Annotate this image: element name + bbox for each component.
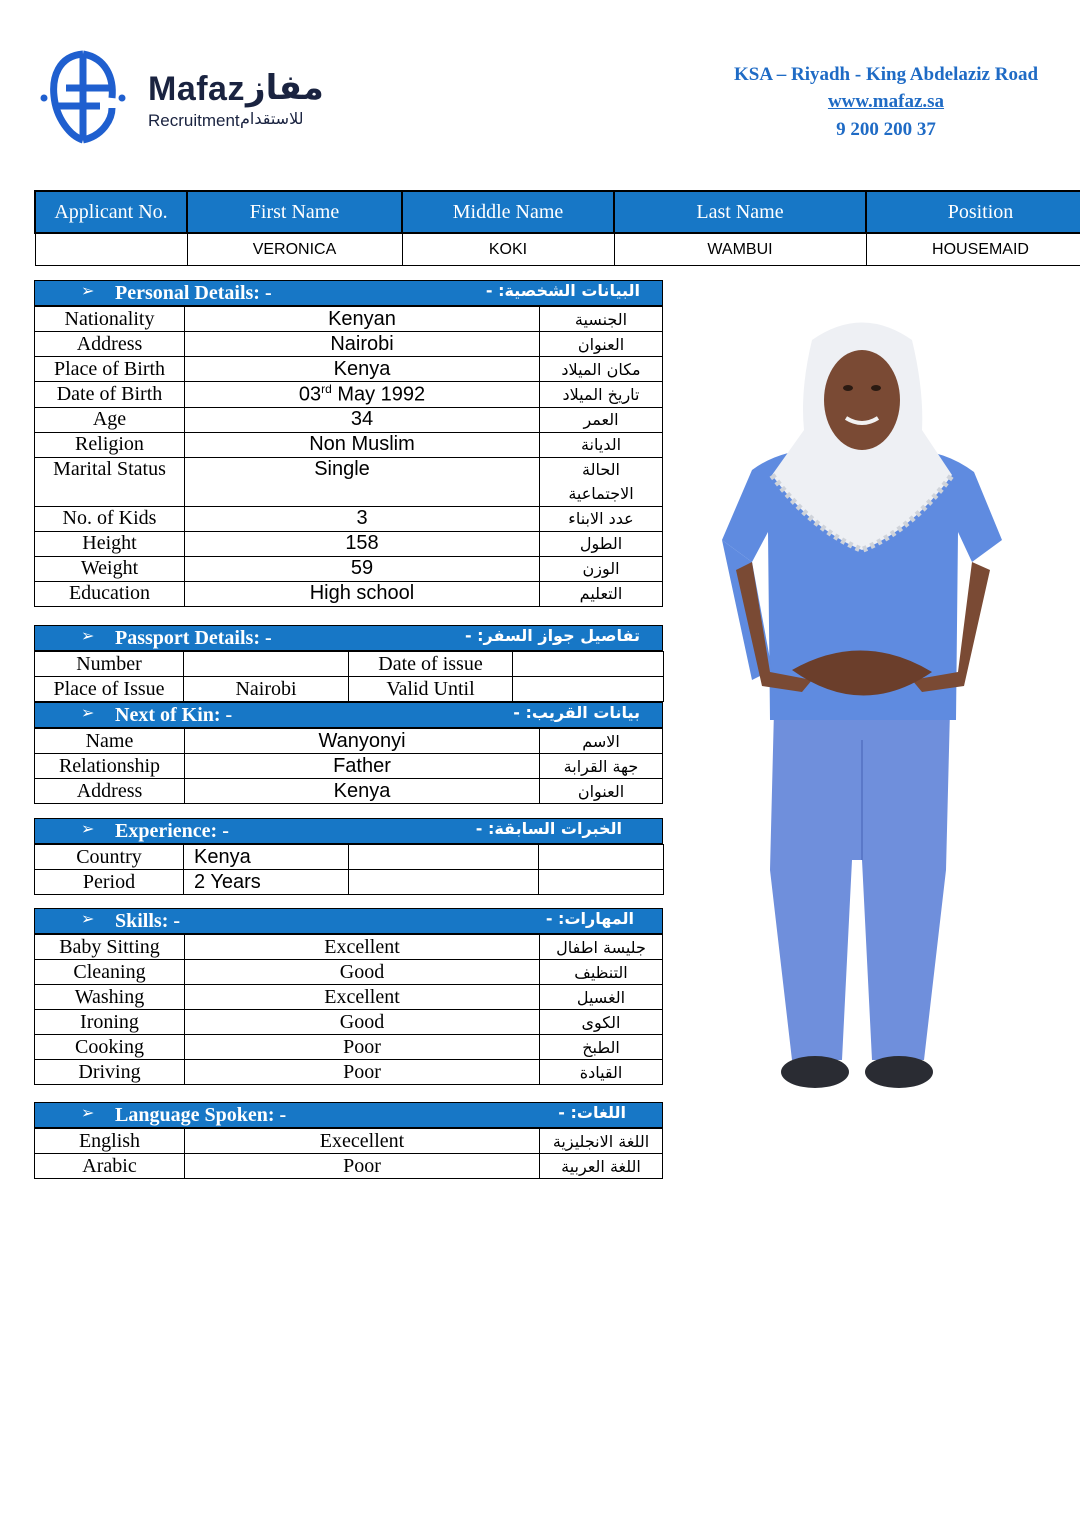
section-title: Skills: -: [115, 910, 181, 932]
skill-label-ar: جليسة اطفال: [540, 935, 663, 960]
religion-label: Religion: [35, 432, 185, 457]
place-of-issue-value: Nairobi: [184, 677, 349, 702]
skills-section: [34, 908, 663, 1085]
kin-relationship-label-ar: جهة القرابة: [540, 754, 663, 779]
passport-number-value: [184, 652, 349, 677]
age-value: 34: [185, 407, 540, 432]
skill-rating: Good: [185, 1010, 540, 1035]
nationality-value: Kenyan: [185, 307, 540, 332]
language-label-ar: اللغة الانجليزية: [540, 1129, 663, 1154]
arrow-icon: ➢: [81, 281, 95, 300]
first-name-value: VERONICA: [187, 233, 402, 266]
skill-label-ar: الكوى: [540, 1010, 663, 1035]
address-label: Address: [35, 332, 185, 357]
arrow-icon: ➢: [81, 1103, 95, 1122]
passport-details-header: [34, 625, 663, 651]
kin-address-label: Address: [35, 779, 185, 804]
languages-header: [34, 1102, 663, 1128]
age-label-ar: العمر: [540, 407, 663, 432]
experience-empty-cell: [539, 845, 664, 870]
passport-details-table: [34, 651, 664, 702]
experience-section: [34, 818, 663, 895]
education-label: Education: [35, 581, 185, 606]
language-label-ar: اللغة العربية: [540, 1154, 663, 1179]
arrow-icon: ➢: [81, 626, 95, 645]
language-level: Poor: [185, 1154, 540, 1179]
skill-label: Cleaning: [35, 960, 185, 985]
section-title: Personal Details: -: [115, 282, 272, 304]
experience-country-value: Kenya: [184, 845, 349, 870]
arrow-icon: ➢: [81, 703, 95, 722]
place-of-birth-value: Kenya: [185, 357, 540, 382]
section-title: Next of Kin: -: [115, 704, 233, 726]
kin-name-label-ar: الاسم: [540, 729, 663, 754]
applicant-table: [34, 190, 1080, 266]
experience-period-label: Period: [35, 870, 184, 895]
experience-empty-cell: [539, 870, 664, 895]
experience-table: [34, 844, 664, 895]
languages-table: [34, 1128, 663, 1179]
skill-rating: Good: [185, 960, 540, 985]
company-website-link[interactable]: www.mafaz.sa: [827, 91, 945, 112]
kin-relationship-value: Father: [185, 754, 540, 779]
skill-rating: Poor: [185, 1060, 540, 1085]
address-value: Nairobi: [185, 332, 540, 357]
language-label: English: [35, 1129, 185, 1154]
skill-label: Washing: [35, 985, 185, 1010]
skills-table: [34, 934, 663, 1085]
skill-label: Baby Sitting: [35, 935, 185, 960]
arrow-icon: ➢: [81, 909, 95, 928]
section-title-ar: بيانات القريب: -: [513, 703, 640, 722]
last-name-value: WAMBUI: [614, 233, 866, 266]
section-title: Language Spoken: -: [115, 1104, 287, 1126]
height-label: Height: [35, 531, 185, 556]
weight-label: Weight: [35, 556, 185, 581]
language-level: Execellent: [185, 1129, 540, 1154]
next-of-kin-header: [34, 702, 663, 728]
skill-label-ar: الطبخ: [540, 1035, 663, 1060]
marital-status-label: Marital Status: [35, 457, 185, 506]
place-of-issue-label: Place of Issue: [35, 677, 184, 702]
issue-date-value: [513, 652, 664, 677]
arrow-icon: ➢: [81, 819, 95, 838]
kids-value: 3: [185, 506, 540, 531]
skill-rating: Poor: [185, 1035, 540, 1060]
religion-value: Non Muslim: [185, 432, 540, 457]
kin-address-value: Kenya: [185, 779, 540, 804]
date-of-birth-value: 03rd May 1992: [185, 382, 540, 408]
section-title-ar: الخبرات السابقة: -: [475, 819, 622, 838]
skill-rating: Excellent: [185, 935, 540, 960]
middle-name-value: KOKI: [402, 233, 614, 266]
skills-header: [34, 908, 663, 934]
applicant-photo: [712, 300, 1012, 1100]
position-header: Position: [866, 191, 1080, 233]
kin-name-label: Name: [35, 729, 185, 754]
passport-details-section: [34, 625, 663, 804]
brand-subtitle-en: Recruitment: [148, 111, 240, 130]
experience-empty-cell: [349, 870, 539, 895]
valid-until-value: [513, 677, 664, 702]
experience-period-value: 2 Years: [184, 870, 349, 895]
middle-name-header: Middle Name: [402, 191, 614, 233]
section-title: Passport Details: -: [115, 627, 272, 649]
weight-value: 59: [185, 556, 540, 581]
valid-until-label: Valid Until: [349, 677, 513, 702]
personal-details-section: [34, 280, 663, 607]
height-label-ar: الطول: [540, 531, 663, 556]
passport-number-label: Number: [35, 652, 184, 677]
weight-label-ar: الوزن: [540, 556, 663, 581]
height-value: 158: [185, 531, 540, 556]
position-value: HOUSEMAID: [866, 233, 1080, 266]
issue-date-label: Date of issue: [349, 652, 513, 677]
experience-empty-cell: [349, 845, 539, 870]
skill-label-ar: التنظيف: [540, 960, 663, 985]
languages-section: [34, 1102, 663, 1179]
address-label-ar: العنوان: [540, 332, 663, 357]
next-of-kin-table: [34, 728, 663, 804]
brand-subtitle-ar: للاستقدام: [240, 109, 304, 128]
skill-label: Driving: [35, 1060, 185, 1085]
education-value: High school: [185, 581, 540, 606]
applicant-no-header: Applicant No.: [35, 191, 187, 233]
marital-status-label-ar: الحالة الاجتماعية: [540, 457, 663, 506]
nationality-label: Nationality: [35, 307, 185, 332]
brand-name-ar: مفاز: [246, 68, 324, 108]
section-title-ar: تفاصيل جواز السفر: -: [464, 626, 640, 645]
date-of-birth-label-ar: تاريخ الميلاد: [540, 382, 663, 408]
experience-header: [34, 818, 663, 844]
kin-name-value: Wanyonyi: [185, 729, 540, 754]
education-label-ar: التعليم: [540, 581, 663, 606]
personal-details-table: [34, 306, 663, 607]
section-title-ar: البيانات الشخصية: -: [485, 281, 640, 300]
brand-name-en: Mafaz: [148, 70, 245, 108]
kin-address-label-ar: العنوان: [540, 779, 663, 804]
skill-label: Cooking: [35, 1035, 185, 1060]
personal-details-header: [34, 280, 663, 306]
company-phone: 9 200 200 37: [836, 119, 936, 140]
skill-label-ar: القيادة: [540, 1060, 663, 1085]
section-title-ar: اللغات: -: [558, 1103, 626, 1122]
section-title: Experience: -: [115, 820, 229, 842]
language-label: Arabic: [35, 1154, 185, 1179]
skill-rating: Excellent: [185, 985, 540, 1010]
skill-label: Ironing: [35, 1010, 185, 1035]
experience-country-label: Country: [35, 845, 184, 870]
age-label: Age: [35, 407, 185, 432]
marital-status-value: Single: [185, 457, 540, 506]
kin-relationship-label: Relationship: [35, 754, 185, 779]
first-name-header: First Name: [187, 191, 402, 233]
religion-label-ar: الديانة: [540, 432, 663, 457]
skill-label-ar: الغسيل: [540, 985, 663, 1010]
kids-label: No. of Kids: [35, 506, 185, 531]
section-title-ar: المهارات: -: [545, 909, 634, 928]
place-of-birth-label: Place of Birth: [35, 357, 185, 382]
place-of-birth-label-ar: مكان الميلاد: [540, 357, 663, 382]
kids-label-ar: عدد الابناء: [540, 506, 663, 531]
applicant-no-value: [35, 233, 187, 266]
company-address: KSA – Riyadh - King Abdelaziz Road: [733, 64, 1039, 85]
last-name-header: Last Name: [614, 191, 866, 233]
nationality-label-ar: الجنسية: [540, 307, 663, 332]
date-of-birth-label: Date of Birth: [35, 382, 185, 408]
